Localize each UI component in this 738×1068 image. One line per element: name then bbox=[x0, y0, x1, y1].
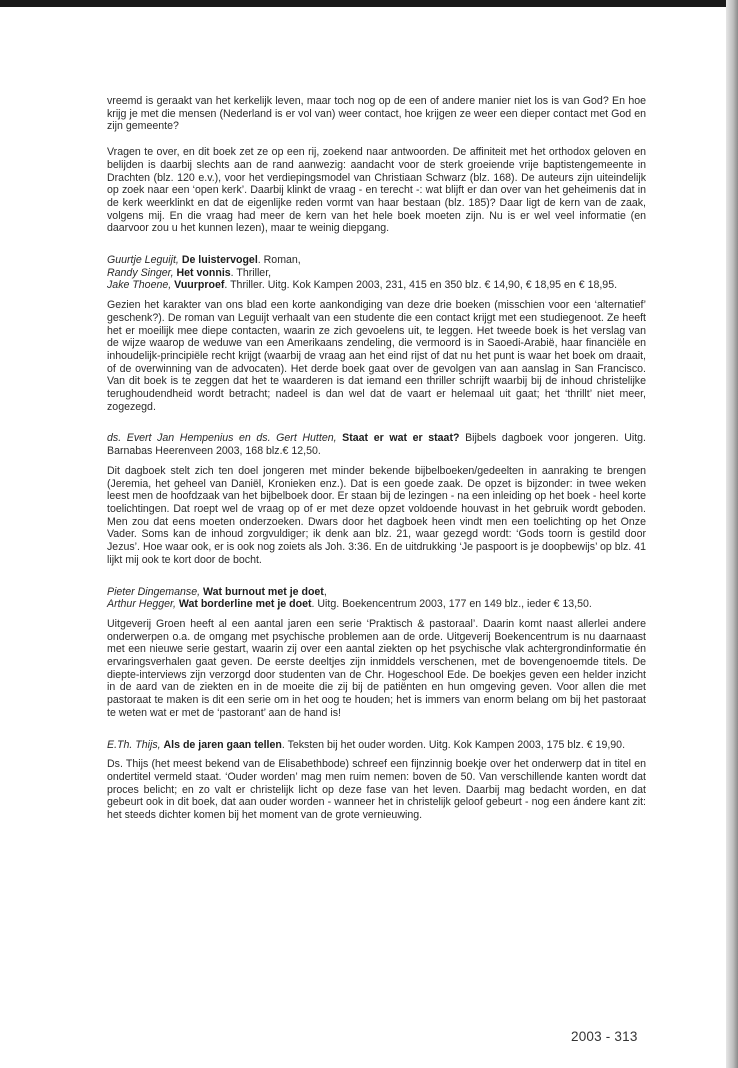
review1-meta-1: . Roman, bbox=[257, 254, 301, 267]
review4-author: E.Th. Thijs, bbox=[107, 738, 161, 751]
review3-meta-1: , bbox=[323, 585, 327, 598]
review3-meta-2: . Uitg. Boekencentrum 2003, 177 en 149 blz., ieder € 13,50. bbox=[311, 598, 592, 611]
review3-title-1: Wat burnout met je doet bbox=[203, 585, 324, 598]
review1-meta-2: . Thriller, bbox=[230, 266, 272, 279]
review2-header bbox=[107, 432, 646, 457]
review1-title-2: Het vonnis bbox=[176, 266, 231, 279]
review2-authors: ds. Evert Jan Hempenius en ds. Gert Hutten, bbox=[107, 432, 337, 445]
review1-author-1: Guurtje Leguijt, bbox=[107, 254, 179, 267]
scan-edge-top bbox=[0, 0, 738, 7]
review1-title-3: Vuurproef bbox=[174, 279, 225, 292]
page-number: 2003 - 313 bbox=[571, 1029, 638, 1044]
review3-body: Uitgeverij Groen heeft al een aantal jaren een serie ‘Praktisch & pastoraal’. Daarin komt naast allerlei andere onderwerpen o.a. de omgang met psychische problemen aan de orde. Uitgeverij Boekencentrum is nu daarnaast met een nieuwe serie gestart, waarin zij over een aantal ziekten op het psychische vlak achtergrondinformatie én ervaringsverhalen gaat geven. De eerste deeltjes zijn inmiddels verschenen, met de bovengenoemde titels. De diepte-interviews zijn verzorgd door studenten van de Chr. Hogeschool Ede. De boekjes geven een helder inzicht in de aard van de ziekten en in de moeite die zij bij de patiënten en hun omgeving geven. Voor allen die met pastoraat te maken is dit een serie om in het oog te houden; het is immers van enorm belang om bij het pastoraat te weten wat er met de ‘pastorant’ aan de hand is! bbox=[107, 617, 646, 719]
review1-header bbox=[107, 254, 646, 292]
review4-header bbox=[107, 739, 646, 752]
review1-meta-3: . Thriller. Uitg. Kok Kampen 2003, 231, 415 en 350 blz. € 14,90, € 18,95 en € 18,95. bbox=[224, 279, 618, 292]
review3-header bbox=[107, 586, 646, 611]
intro-paragraph-2: Vragen te over, en dit boek zet ze op een rij, zoekend naar antwoorden. De affiniteit met het orthodox geloven en belijden is daarbij slechts aan de rand aanwezig: aandacht voor de sterk groeiende vrije baptistengemeente in Drachten (blz. 120 e.v.), voor het verdiepingsmodel van Christiaan Schwarz (blz. 168). De auteurs zijn uiteindelijk op zoek naar een ‘open kerk’. Daarbij klinkt de vraag - en terecht -: wat blijft er dan over van het geheimenis dat in de kerk weerklinkt en dat de eigenlijke reden vormt van haar bestaan (blz. 185)? Daar ligt de kern van de zaak, volgens mij. En die vraag had meer de kern van het hele boek moeten zijn. Nu is er wel veel informatie (en daarvoor zou u het kunnen lezen), maar te weinig diepgang. bbox=[107, 146, 646, 235]
article-column bbox=[107, 95, 646, 822]
review3-author-1: Pieter Dingemanse, bbox=[107, 585, 201, 598]
review3-author-2: Arthur Hegger, bbox=[107, 598, 176, 611]
review1-author-3: Jake Thoene, bbox=[107, 279, 172, 292]
review4-body: Ds. Thijs (het meest bekend van de Elisabethbode) schreef een fijnzinnig boekje over het onderwerp dat in titel en ondertitel vermeld staat. ‘Ouder worden’ mag men ruim nemen: boven de 50. Van verschillende kanten wordt dat proces belicht; en zo valt er christelijk licht op deze fase van het leven. Daarbij mag bedacht worden, en dat gebeurt ook in dit boek, dat aan ouder worden - wanneer het in christelijk geloof gebeurt - nog een ándere kant zit: het steeds dichter komen bij het moment van de grote vernieuwing. bbox=[107, 758, 646, 822]
review3-title-2: Wat borderline met je doet bbox=[178, 598, 312, 611]
review4-title: Als de jaren gaan tellen bbox=[163, 738, 282, 751]
review4-meta: . Teksten bij het ouder worden. Uitg. Kok Kampen 2003, 175 blz. € 19,90. bbox=[281, 738, 626, 751]
review1-title-1: De luistervogel bbox=[181, 254, 258, 267]
review2-meta: Bijbels dagboek voor jongeren. Uitg. Barnabas Heerenveen 2003, 168 blz.€ 12,50. bbox=[107, 432, 646, 458]
scan-edge-right bbox=[726, 0, 738, 1068]
intro-paragraph-1: vreemd is geraakt van het kerkelijk leven, maar toch nog op de een of andere manier niet los is van God? En hoe krijg je met die mensen (Nederland is er vol van) weer contact, hoe krijgen ze weer een dieper contact met God en zijn gemeente? bbox=[107, 95, 646, 133]
review2-title: Staat er wat er staat? bbox=[342, 432, 460, 445]
review1-author-2: Randy Singer, bbox=[107, 266, 174, 279]
review1-body: Gezien het karakter van ons blad een korte aankondiging van deze drie boeken (misschien voor een ‘alternatief’ geschenk?). De roman van Leguijt verhaalt van een studente die een contact krijgt met een studiegenoot. Ze heeft het er moeilijk mee diepe contacten, waarin ze zich gevoelens uit, te leggen. Het tweede boek is het verslag van de wijze waarop de weduwe van een Amerikaans zendeling, die vermoord is in Saoedi-Arabië, haar financiële en inhoudelijk-principiële recht krijgt (waarbij de vraag aan het eind rijst of dat nu het punt is waar het boek om draait, of de overwinning van de advocaten). Het derde boek gaat over de gevolgen van aan aanslag in San Francisco. Van dit boek is te zeggen dat het te waarderen is dat iemand een thriller schrijft waarbij bij de inhoud christelijke terughoudendheid wordt betracht; nadeel is dan wel dat de vaart er helemaal uit gaat; het ‘thrillt’ niet meer, zogezegd. bbox=[107, 299, 646, 413]
review2-body: Dit dagboek stelt zich ten doel jongeren met minder bekende bijbelboeken/gedeelten in aanraking te brengen (Jeremia, het geheel van Daniël, Kronieken enz.). Dat is een goede zaak. De opzet is bijzonder: in twee weken leest men de hoofdzaak van het bijbelboek door. Er staan bij de lezingen - na een inleiding op het boek - heel korte toelichtingen. Dat roept wel de vraag op of er met deze opzet voldoende houvast in het gebruik wordt geboden. Men zou dat eens moeten onderzoeken. Dwars door het dagboek heen vindt men een toelichting op het Onze Vader. Soms kan de inhoud zorgvuldiger; ik denk aan blz. 21, waar gezegd wordt: ‘Gods toorn is gestild door Jezus’. Hoe waar ook, er is ook nog zoiets als Joh. 3:36. En de uitdrukking ‘Je paspoort is je doopbewijs’ op blz. 41 lijkt mij ook te kort door de bocht. bbox=[107, 464, 646, 566]
